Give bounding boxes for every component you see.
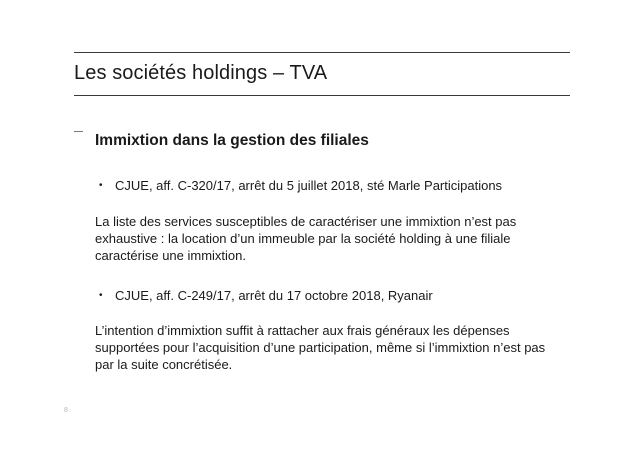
paragraph-marle [95,213,565,264]
citation-ryanair: CJUE, aff. C-249/17, arrêt du 17 octobre 2018, Ryanair [115,288,433,303]
paragraph-line: par la suite concrétisée. [95,357,233,372]
paragraph-line: exhaustive : la location d’un immeuble par la société holding à une filiale [95,231,511,246]
paragraph-ryanair [95,322,565,373]
citation-marle: CJUE, aff. C-320/17, arrêt du 5 juillet 2018, sté Marle Participations [115,178,503,193]
page-number: 8 [64,407,68,414]
paragraph-line: La liste des services susceptibles de caractériser une immixtion n’est pas [95,214,517,229]
title-top-rule [74,52,570,53]
slide-title: Les sociétés holdings – TVA [74,62,328,84]
section-dash-icon [74,131,83,132]
bullet-icon: • [99,180,103,191]
section-heading: Immixtion dans la gestion des filiales [95,132,369,149]
paragraph-line: L’intention d’immixtion suffit à rattacher aux frais généraux les dépenses [95,323,510,338]
paragraph-line: supportées pour l’acquisition d’une participation, même si l’immixtion n’est pas [95,340,546,355]
bullet-icon: • [99,290,103,301]
title-bottom-rule [74,95,570,96]
paragraph-line: caractérise une immixtion. [95,248,246,263]
